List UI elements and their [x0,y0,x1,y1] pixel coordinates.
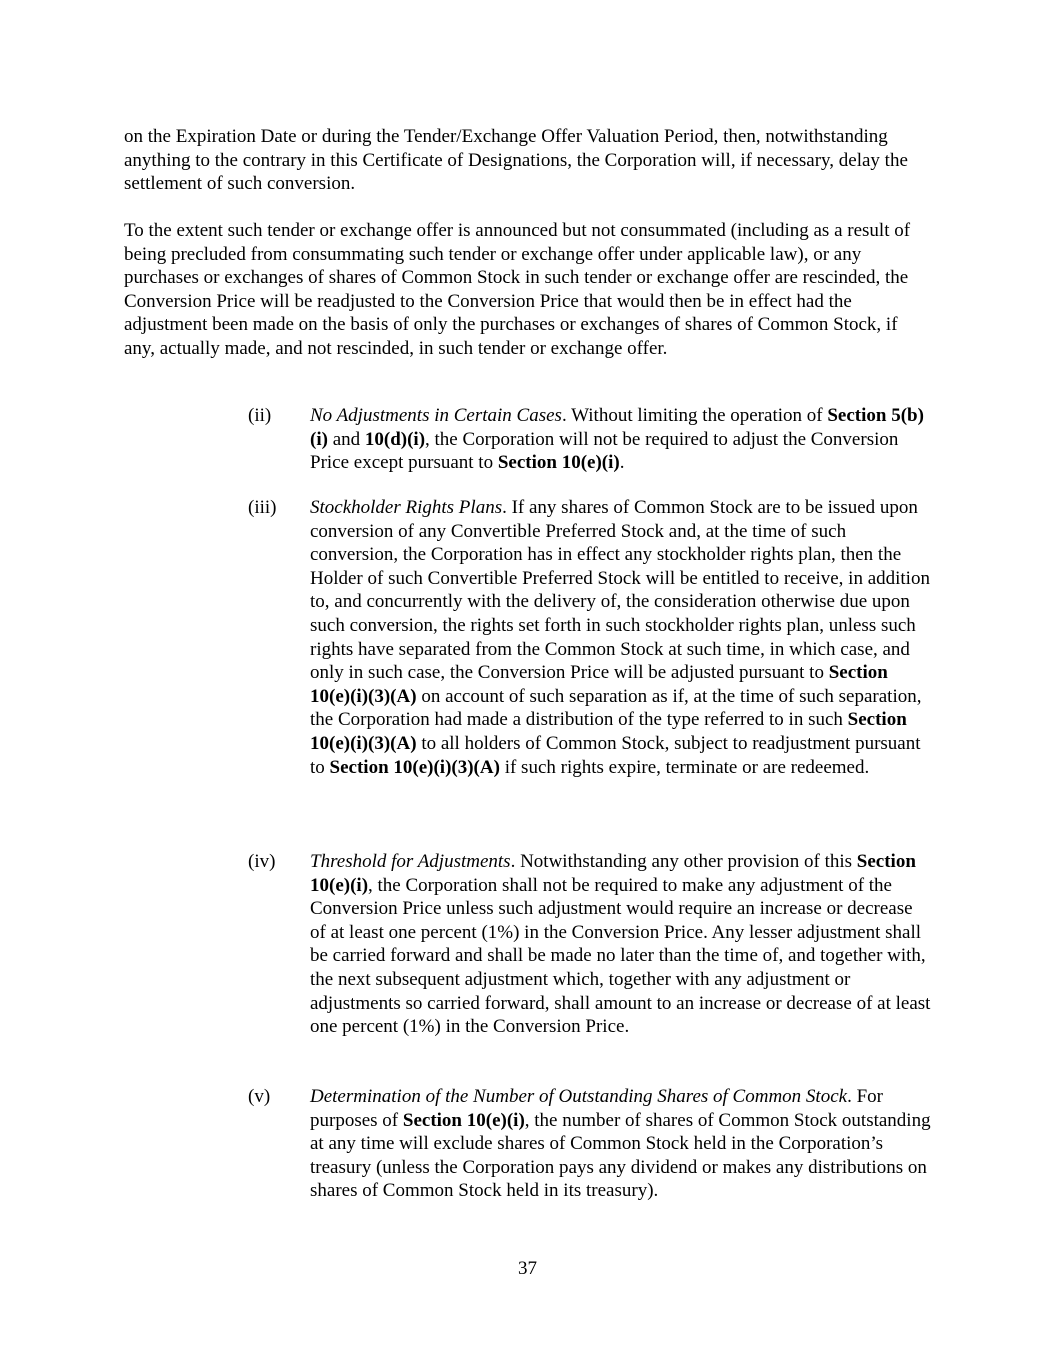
clause-body [310,1085,932,1203]
clause-heading: Threshold for Adjustments [310,851,511,872]
clause-text: . Notwithstanding any other provision of this [510,851,857,872]
clause-label: (ii) [248,405,272,426]
clause-text: , the Corporation shall not be required to make any adjustment of the Conversion Price unless such adjustment would require an increase or decrease of at least one percent (1%) in the Conversion Price. Any lesser adjustment shall be carried forward and shall be made no later than the time of, and together with, the next subsequent adjustment which, together with any adjustment or adjustments so carried forward, shall amount to an increase or decrease of at least one percent (1%) in the Conversion Price. [310,874,931,1038]
clause-text: if such rights expire, terminate or are redeemed. [499,756,870,778]
section-reference: Section 10(e)(i) [497,452,620,474]
clause-body [310,496,932,779]
section-reference: Section 10(e)(i) [402,1109,525,1131]
clause-heading: No Adjustments in Certain Cases [310,405,562,426]
clause-text: on account of such separation as if, at the time of such separation, the Corporation had made a distribution of the type referred to in such [310,685,922,731]
section-reference: Section 10(e)(i)(3)(A) [329,756,500,778]
clause-label: (iv) [248,851,276,872]
clause-heading: Determination of the Number of Outstanding Shares of Common Stock [310,1086,848,1107]
paragraph-tender-offer-readjustment: To the extent such tender or exchange offer is announced but not consummated (including as a result of being precluded from consummating such tender or exchange offer under applicable law), or any purchases or exchanges of shares of Common Stock in such tender or exchange offer are rescinded, the Conversion Price will be readjusted to the Conversion Price that would then be in effect had the adjustment been made on the basis of only the purchases or exchanges of shares of Common Stock, if any, actually made, and not rescinded, in such tender or exchange offer. [124,220,911,359]
clause-body [310,850,932,1039]
clause-text: , the Corporation will not be required to adjust the Conversion Price except pursuant to [310,428,899,474]
clause-text: , the number of shares of Common Stock outstanding at any time will exclude shares of Common Stock held in the Corporation’s treasury (unless the Corporation pays any dividend or makes any distributions on shares of Common Stock held in its treasury). [310,1109,931,1202]
clause-text: and [327,428,365,450]
clause-text: to all holders of Common Stock, subject to readjustment pursuant to [310,732,921,778]
section-reference: Section 10(e)(i)(3)(A) [310,709,907,754]
clause-label: (iii) [248,497,277,518]
clause-label: (v) [248,1086,271,1107]
paragraph-expiration-date: on the Expiration Date or during the Tender/Exchange Offer Valuation Period, then, notwithstanding anything to the contrary in this Certificate of Designations, the Corporation will, if necessary, delay the settlement of such conversion. [124,126,908,195]
clause-text: . If any shares of Common Stock are to be issued upon conversion of any Convertible Preferred Stock and, at the time of such conversion, the Corporation has in effect any stockholder rights plan, then the Holder of such Convertible Preferred Stock will be entitled to receive, in addition to, and concurrently with the delivery of, the consideration otherwise due upon such conversion, the rights set forth in such stockholder rights plan, unless such rights have separated from the Common Stock at such time, in which case, and only in such case, the Conversion Price will be adjusted pursuant to [310,497,930,684]
clause-text: . [619,452,625,474]
clause-body [310,404,932,475]
section-reference: Section 5(b)(i) [310,405,924,450]
clause-text: . For purposes of [310,1086,883,1131]
clause-heading: Stockholder Rights Plans [310,497,503,518]
page-number: 37 [518,1258,537,1279]
section-reference: Section 10(e)(i) [310,851,916,896]
section-reference: 10(d)(i) [364,428,426,450]
section-reference: Section 10(e)(i)(3)(A) [310,662,888,707]
clause-text: . Without limiting the operation of [561,405,828,426]
